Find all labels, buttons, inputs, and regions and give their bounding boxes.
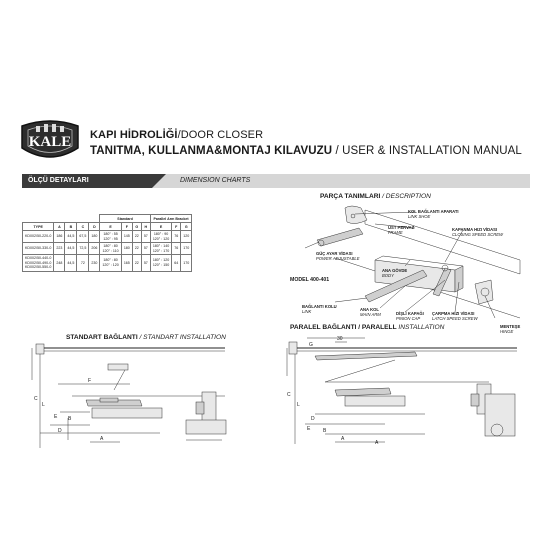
subtitle-tr: TANITMA, KULLANMA&MONTAJ KILAVUZU: [90, 145, 333, 157]
dim-label-e: E: [54, 414, 58, 420]
column-header: B: [65, 223, 77, 231]
table-cell: 120: [181, 231, 192, 243]
table-cell: KD002/50-330-0: [23, 243, 54, 255]
section-bar-tr: ÖLÇÜ DETAYLARI: [22, 174, 152, 188]
table-row: [23, 231, 192, 243]
table-cell: 44,5: [65, 231, 77, 243]
table-header-row: [23, 223, 192, 231]
dim-label-b: B: [68, 416, 72, 422]
table-cell: 76: [172, 231, 181, 243]
description-heading-en: / DESCRIPTION: [380, 193, 431, 200]
table-cell: 180° : 90 120° : 120: [150, 231, 171, 243]
column-header: A: [54, 223, 65, 231]
table-cell: 170: [181, 255, 192, 272]
section-bar-en: DIMENSION CHARTS: [152, 174, 530, 188]
part-latch-speed-screw: ÇARPMA HIZI VİDASI LATCH SPEED SCREW: [432, 311, 478, 321]
table-cell: 145: [121, 231, 132, 243]
column-header: TYPE: [23, 223, 54, 231]
par-dim-c: C: [287, 392, 291, 398]
table-cell: 72,5: [77, 243, 89, 255]
par-dim-e: E: [307, 426, 311, 432]
table-cell: 180: [121, 243, 132, 255]
table-row: [23, 243, 192, 255]
table-cell: 180° : 140 120° : 170: [150, 243, 171, 255]
par-dim-a: A: [341, 436, 345, 442]
par-dim-b: B: [323, 428, 327, 434]
table-cell: 57: [141, 255, 150, 272]
table-body: [23, 231, 192, 272]
column-header: G: [181, 223, 192, 231]
model-label: MODEL 400-401: [290, 277, 330, 283]
part-link-shoe: KOL BAĞLANTI APARATI LINK SHOE: [408, 209, 459, 219]
parallel-heading-tr: PARALEL BAĞLANTI / PARALELL: [290, 324, 397, 331]
parallel-installation-drawing: [285, 334, 525, 454]
dim-label-l: L: [42, 402, 45, 408]
table-cell: 180° : 120 120° : 150: [150, 255, 171, 272]
column-header: C: [77, 223, 89, 231]
standard-installation-drawing: [30, 340, 230, 450]
title-tr: KAPI HİDROLİĞİ: [90, 129, 178, 141]
standard-heading-en: / STANDART INSTALLATION: [137, 334, 226, 341]
table-cell: 180° : 80 120° : 110: [100, 243, 121, 255]
kale-logo: [18, 118, 82, 164]
part-body: ANA GÖVDE BODY: [382, 268, 408, 278]
table-row: [23, 255, 192, 272]
description-heading: [320, 193, 431, 200]
table-cell: 57: [141, 231, 150, 243]
table-cell: 44,5: [65, 243, 77, 255]
table-cell: 230: [89, 255, 100, 272]
logo-text: KALE: [28, 134, 72, 150]
table-cell: 223: [54, 243, 65, 255]
table-cell: 248: [54, 255, 65, 272]
table-group-row: [23, 215, 192, 223]
part-frame: ÜST PERVAZ FRAME: [388, 225, 415, 235]
part-main-arm: ANA KOL MAIN ARM: [360, 307, 381, 317]
part-power-adjustable: GÜÇ AYAR VİDASI POWER ADJUSTABLE: [316, 251, 360, 261]
table-cell: 180: [89, 231, 100, 243]
table-cell: 180° : 55 120° : 95: [100, 231, 121, 243]
table-cell: 72: [77, 255, 89, 272]
table-cell: 22: [132, 231, 141, 243]
part-hinge: MENTEŞE HINGE: [500, 324, 521, 334]
parallel-heading-en: INSTALLATION: [396, 324, 445, 331]
par-dim-a2: A: [375, 440, 379, 446]
dim-label-d: D: [58, 428, 62, 434]
column-header: H: [141, 223, 150, 231]
table-cell: 170: [181, 243, 192, 255]
table-cell: 64: [172, 255, 181, 272]
dim-label-c: C: [34, 396, 38, 402]
table-cell: 76: [172, 243, 181, 255]
part-closing-speed-screw: KAPANMA HIZI VİDASI CLOSING SPEED SCREW: [452, 227, 503, 237]
group-standard: Standard: [100, 215, 150, 223]
dimension-table: [22, 214, 192, 272]
table-cell: KD002/50-220-0: [23, 231, 54, 243]
table-cell: 186: [54, 231, 65, 243]
column-header: F: [172, 223, 181, 231]
dim-label-a: A: [100, 436, 104, 442]
dim-label-f: F: [88, 378, 92, 384]
column-header: E: [150, 223, 171, 231]
column-header: D: [89, 223, 100, 231]
subtitle-en: / USER & INSTALLATION MANUAL: [332, 145, 522, 157]
table-cell: 67,5: [77, 231, 89, 243]
part-link: BAĞLANTI KOLU LINK: [302, 304, 337, 314]
standard-heading-tr: STANDART BAĞLANTI: [66, 334, 138, 341]
par-dim-30: 30: [337, 336, 343, 342]
title-en: /DOOR CLOSER: [177, 129, 264, 141]
description-heading-tr: PARÇA TANIMLARI: [320, 193, 381, 200]
table-cell: 22: [132, 243, 141, 255]
column-header: E: [100, 223, 121, 231]
table-cell: 44,5: [65, 255, 77, 272]
par-dim-l: L: [297, 402, 300, 408]
table-cell: 180° : 80 120° : 120: [100, 255, 121, 272]
table-cell: 165: [121, 255, 132, 272]
group-parallel: Parallel Arm Bracket: [150, 215, 191, 223]
title-line-2: [90, 145, 522, 157]
column-header: G: [132, 223, 141, 231]
par-dim-d: D: [311, 416, 315, 422]
parallel-heading: [290, 324, 444, 331]
table-cell: 57: [141, 243, 150, 255]
title-line-1: [90, 129, 263, 141]
par-dim-g: G: [309, 342, 313, 348]
part-pinion-cap: DİŞLİ KAPAĞI PINION CAP: [396, 311, 424, 321]
table-cell: KD002/50-440-0 KD002/50-490-0 KD002/50-550-0: [23, 255, 54, 272]
table-cell: 206: [89, 243, 100, 255]
table-cell: 22: [132, 255, 141, 272]
column-header: F: [121, 223, 132, 231]
